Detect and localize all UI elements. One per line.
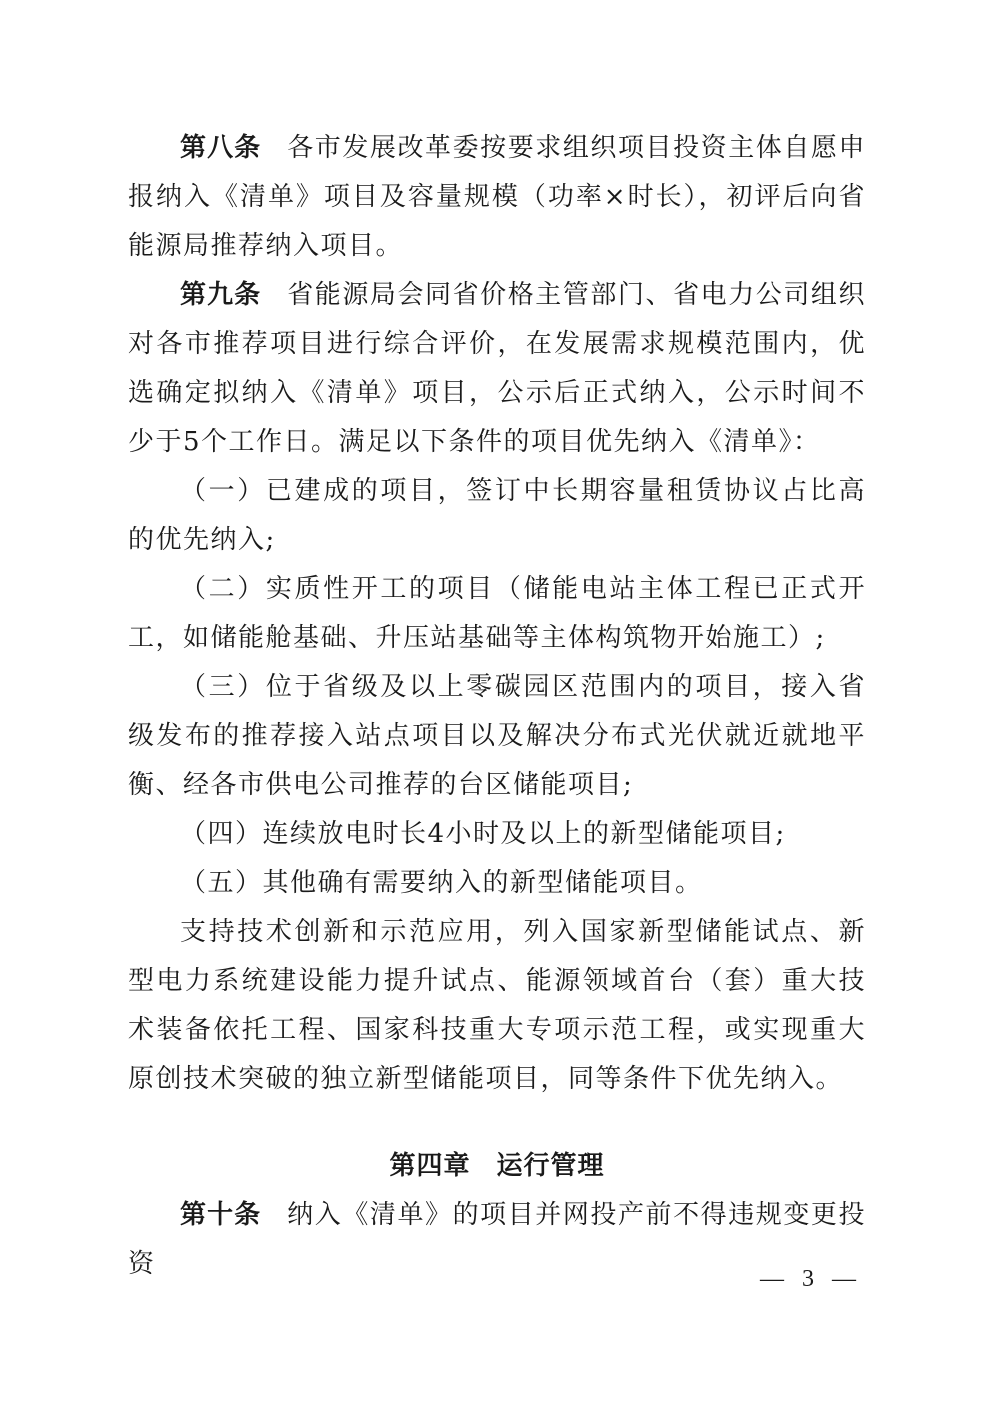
article-8-label: 第八条: [180, 133, 262, 163]
document-body: [128, 124, 866, 1289]
article-9-text: 省能源局会同省价格主管部门、省电力公司组织对各市推荐项目进行综合评价，在发展需求规模范围内，优选确定拟纳入《清单》项目，公示后正式纳入，公示时间不少于5个工作日。满足以下条件的项目优先纳入《清单》：: [128, 280, 866, 457]
condition-1: （一）已建成的项目，签订中长期容量租赁协议占比高的优先纳入;: [128, 476, 866, 555]
chapter-number: 第四章: [389, 1151, 471, 1181]
chapter-title: 运行管理: [496, 1151, 605, 1181]
article-10: [128, 1191, 866, 1289]
condition-4: （四）连续放电时长4小时及以上的新型储能项目;: [180, 819, 786, 849]
article-8-text: 各市发展改革委按要求组织项目投资主体自愿申报纳入《清单》项目及容量规模（功率×时长），初评后向省能源局推荐纳入项目。: [128, 133, 866, 261]
condition-2: （二）实质性开工的项目（储能电站主体工程已正式开工，如储能舱基础、升压站基础等主体构筑物开始施工）;: [128, 574, 866, 653]
article-10-text: 纳入《清单》的项目并网投产前不得违规变更投资: [128, 1200, 866, 1279]
article-8: [128, 124, 866, 271]
chapter-heading: [128, 1142, 866, 1191]
condition-5: （五）其他确有需要纳入的新型储能项目。: [180, 868, 703, 898]
support-paragraph: 支持技术创新和示范应用，列入国家新型储能试点、新型电力系统建设能力提升试点、能源领域首台（套）重大技术装备依托工程、国家科技重大专项示范工程，或实现重大原创技术突破的独立新型储能项目，同等条件下优先纳入。: [128, 917, 866, 1094]
condition-3: （三）位于省级及以上零碳园区范围内的项目，接入省级发布的推荐接入站点项目以及解决分布式光伏就近就地平衡、经各市供电公司推荐的台区储能项目;: [128, 672, 866, 800]
article-9: [128, 271, 866, 467]
article-10-label: 第十条: [180, 1200, 262, 1230]
page-number: — 3 —: [760, 1266, 862, 1292]
article-9-label: 第九条: [180, 280, 262, 310]
